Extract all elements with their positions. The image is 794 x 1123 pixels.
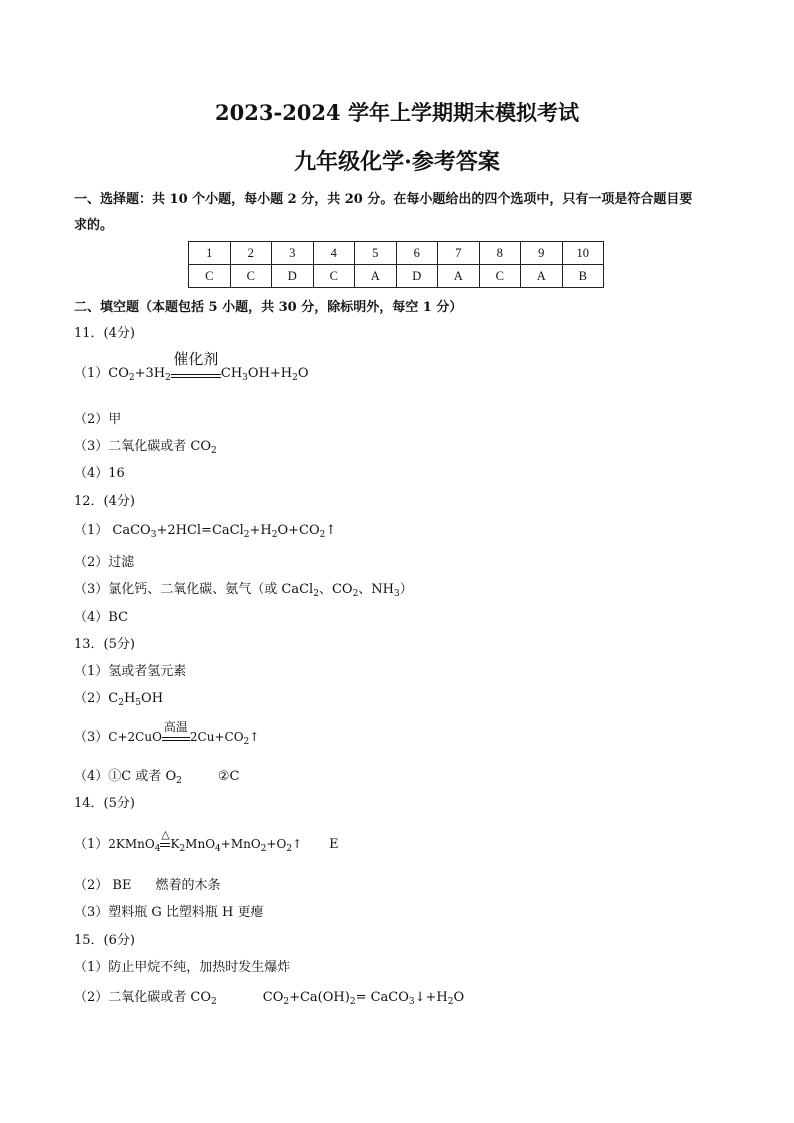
- reaction-condition: △: [160, 843, 170, 854]
- question-number: 6: [396, 242, 438, 265]
- q13-answer-4: （4）①C 或者 $O_2$ ②C: [74, 769, 240, 786]
- q14-answer-3: （3）塑料瓶 G 比塑料瓶 H 更瘪: [74, 905, 264, 920]
- section1-heading-cont: 求的。: [74, 218, 114, 233]
- answer-choice: A: [438, 265, 480, 288]
- question-number: 10: [562, 242, 604, 265]
- answer-choice: C: [479, 265, 521, 288]
- answer-table: [188, 241, 604, 288]
- q15-answer-1: （1）防止甲烷不纯，加热时发生爆炸: [74, 960, 291, 975]
- q12-header: 12．(4分): [74, 494, 135, 509]
- q14-answer-2: （2） BE 燃着的木条: [74, 878, 221, 893]
- answer-choice: B: [562, 265, 604, 288]
- answer-choice: D: [396, 265, 438, 288]
- answer-key-subtitle: 九年级化学·参考答案: [294, 149, 500, 175]
- q13-answer-3: （3）C+2CuO 高温 $2Cu+CO_2↑$: [74, 720, 260, 747]
- q12-answer-2: （2）过滤: [74, 555, 135, 570]
- answer-choice: D: [272, 265, 314, 288]
- q15-answer-2: （2）二氧化碳或者 $CO_2$ $CO_2+Ca(OH)_2=$ $CaCO_3↓+H_2O$: [74, 990, 465, 1007]
- q14-header: 14．(5分): [74, 796, 135, 811]
- section2-heading: 二、填空题（本题包括 5 小题，共 30 分，除标明外，每空 1 分）: [74, 300, 463, 315]
- section1-heading: 一、选择题：共 10 个小题，每小题 2 分，共 20 分。在每小题给出的四个选项中，只有一项是符合题目要: [74, 192, 693, 207]
- question-number: 9: [521, 242, 563, 265]
- answer-choice: C: [230, 265, 272, 288]
- q11-answer-2: （2）甲: [74, 412, 122, 427]
- question-number: 1: [189, 242, 231, 265]
- question-number: 5: [355, 242, 397, 265]
- reaction-condition: 催化剂: [171, 374, 221, 383]
- answer-choice: C: [189, 265, 231, 288]
- answer-choice: A: [521, 265, 563, 288]
- q12-answer-3: （3）氯化钙、二氧化碳、氨气（或 CaCl$_2$、$CO_2$、$NH_3$）: [74, 582, 413, 599]
- q13-answer-2: $(2)C_2H_5OH$: [74, 691, 164, 708]
- q11-header: 11．(4分): [74, 326, 135, 341]
- q13-header: 13．(5分): [74, 637, 135, 652]
- exam-title: 2023-2024 学年上学期期末模拟考试: [215, 100, 579, 125]
- q14-answer-1: （1）2KMnO$_4$ △ $K_2MnO_4+MnO_2+O_2↑$ E: [74, 828, 339, 854]
- q11-answer-4: （4）16: [74, 466, 125, 481]
- question-number: 8: [479, 242, 521, 265]
- q15-header: 15．(6分): [74, 933, 135, 948]
- q13-answer-1: （1）氢或者氢元素: [74, 664, 187, 679]
- reaction-condition: 高温: [162, 737, 190, 747]
- question-number: 4: [313, 242, 355, 265]
- answer-table-number-row: [189, 242, 604, 265]
- q11-answer-1: $(1)CO_2+3H_2$ 催化剂 $CH_3OH+H_2O$: [74, 350, 309, 383]
- q12-answer-1: （1） $CaCO_3+2HCl=CaCl_2+H_2O+CO_2↑$: [74, 523, 337, 540]
- q11-answer-3: （3）二氧化碳或者 $CO_2$: [74, 439, 217, 456]
- answer-table-answer-row: [189, 265, 604, 288]
- q12-answer-4: （4）BC: [74, 610, 129, 625]
- question-number: 2: [230, 242, 272, 265]
- question-number: 3: [272, 242, 314, 265]
- question-number: 7: [438, 242, 480, 265]
- answer-choice: A: [355, 265, 397, 288]
- answer-choice: C: [313, 265, 355, 288]
